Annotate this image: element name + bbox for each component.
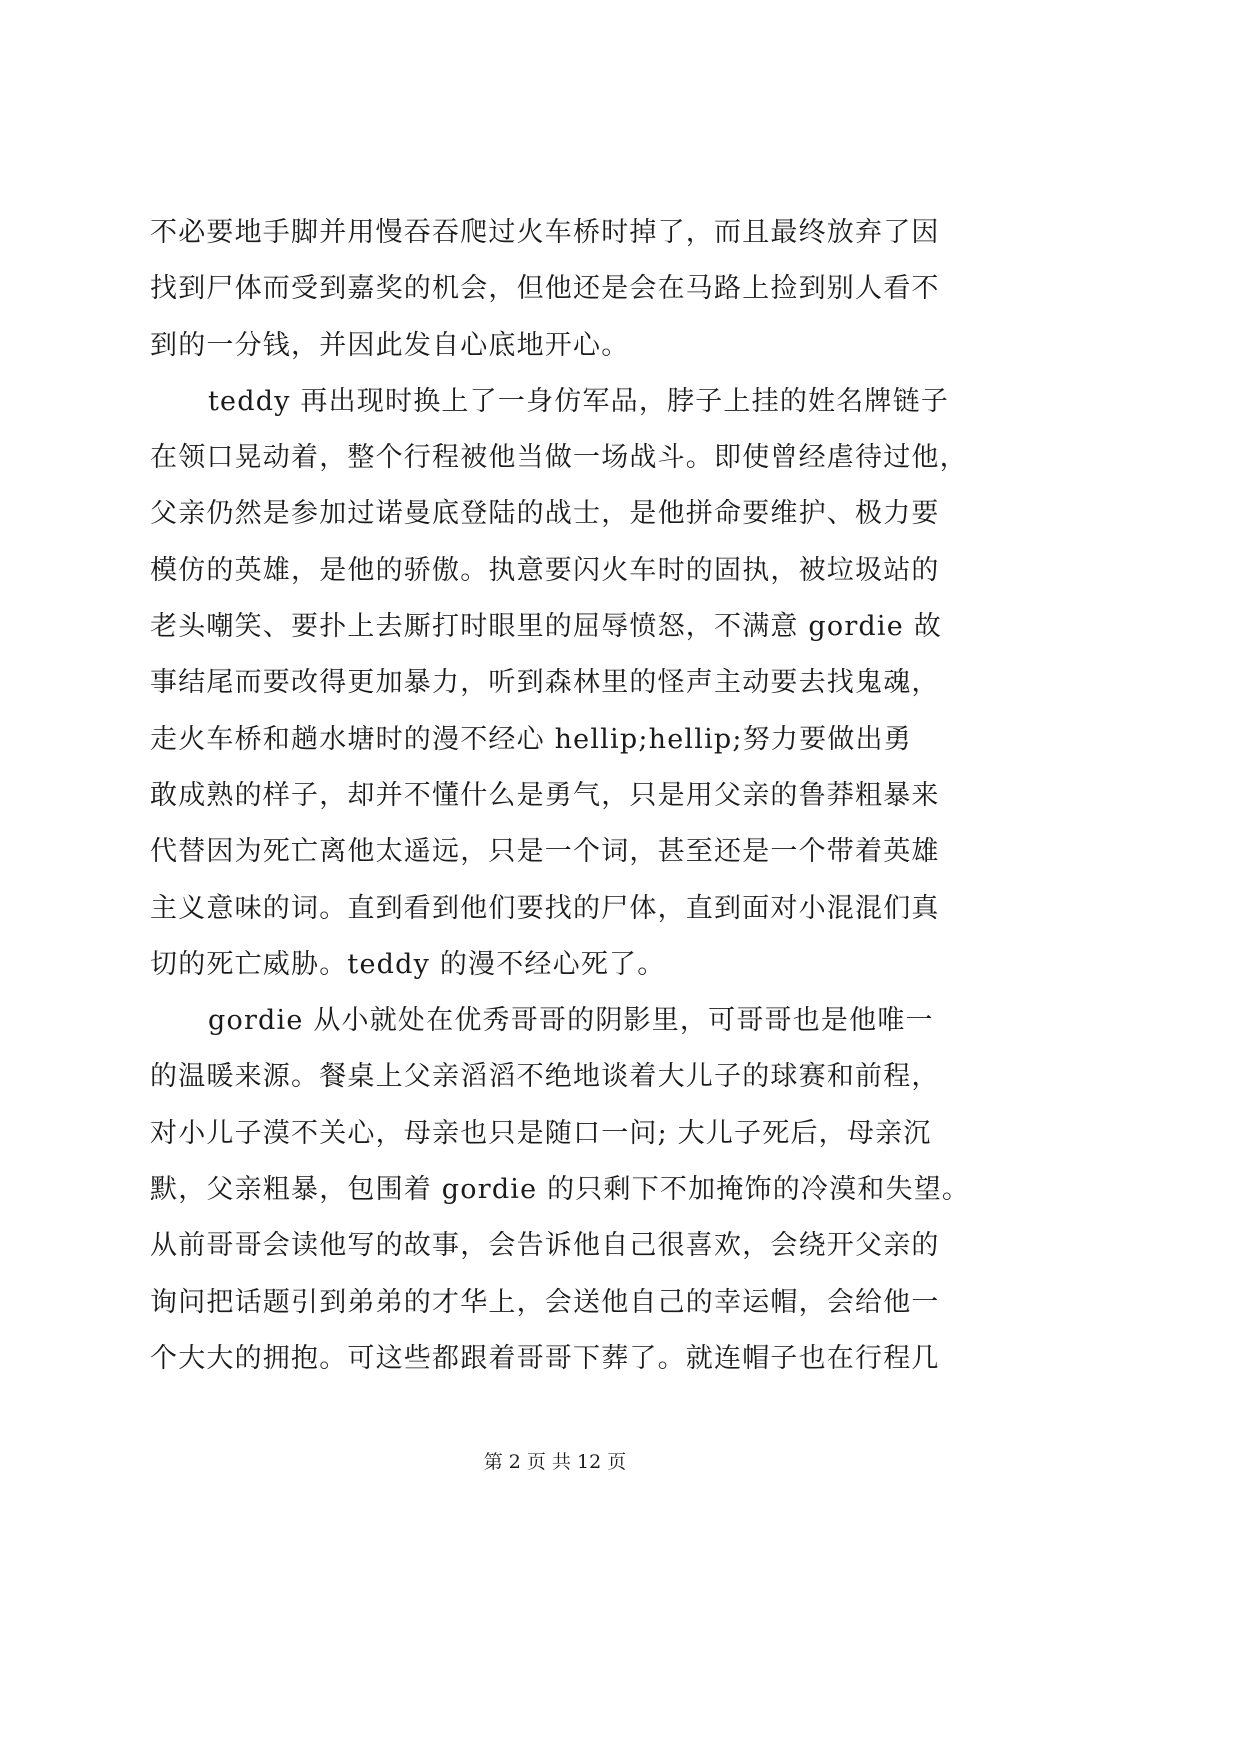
text-line: 对小儿子漠不关心，母亲也只是随口一问; 大儿子死后，母亲沉: [150, 1117, 932, 1149]
page-number-footer: 第 2 页 共 12 页: [483, 1451, 627, 1473]
text-line: 找到尸体而受到嘉奖的机会，但他还是会在马路上捡到别人看不: [150, 273, 940, 305]
text-line: 父亲仍然是参加过诺曼底登陆的战士，是他拼命要维护、极力要: [150, 498, 940, 530]
text-line: 代替因为死亡离他太遥远，只是一个词，甚至还是一个带着英雄: [150, 836, 940, 868]
text-line: 老头嘲笑、要扑上去厮打时眼里的屈辱愤怒，不满意 gordie 故: [150, 611, 942, 643]
text-line: 的温暖来源。餐桌上父亲滔滔不绝地谈着大儿子的球赛和前程，: [150, 1061, 940, 1093]
text-line: 从前哥哥会读他写的故事，会告诉他自己很喜欢，会绕开父亲的: [150, 1230, 940, 1262]
text-line: 个大大的拥抱。可这些都跟着哥哥下葬了。就连帽子也在行程几: [150, 1342, 940, 1374]
text-line: 走火车桥和趟水塘时的漫不经心 hellip;hellip;努力要做出勇: [150, 723, 912, 755]
body-text: [150, 205, 975, 1387]
text-line: 敢成熟的样子，却并不懂什么是勇气，只是用父亲的鲁莽粗暴来: [150, 779, 940, 811]
text-line: 在领口晃动着，整个行程被他当做一场战斗。即使曾经虐待过他，: [150, 442, 968, 474]
text-line: 询问把话题引到弟弟的才华上，会送他自己的幸运帽，会给他一: [150, 1286, 940, 1318]
text-line: 默，父亲粗暴，包围着 gordie 的只剩下不加掩饰的冷漠和失望。: [150, 1174, 971, 1206]
text-line: 不必要地手脚并用慢吞吞爬过火车桥时掉了，而且最终放弃了因: [150, 217, 940, 248]
text-line: 事结尾而要改得更加暴力，听到森林里的怪声主动要去找鬼魂，: [150, 667, 940, 699]
paragraph-first-line: gordie 从小就处在优秀哥哥的阴影里，可哥哥也是他唯一: [208, 1005, 934, 1037]
paragraph-first-line: teddy 再出现时换上了一身仿军品，脖子上挂的姓名牌链子: [208, 385, 950, 417]
text-line: 切的死亡威胁。teddy 的漫不经心死了。: [150, 948, 666, 980]
text-line: 主义意味的词。直到看到他们要找的尸体，直到面对小混混们真: [150, 892, 940, 924]
text-line: 到的一分钱，并因此发自心底地开心。: [150, 329, 630, 361]
text-line: 模仿的英雄，是他的骄傲。执意要闪火车时的固执，被垃圾站的: [150, 554, 940, 586]
